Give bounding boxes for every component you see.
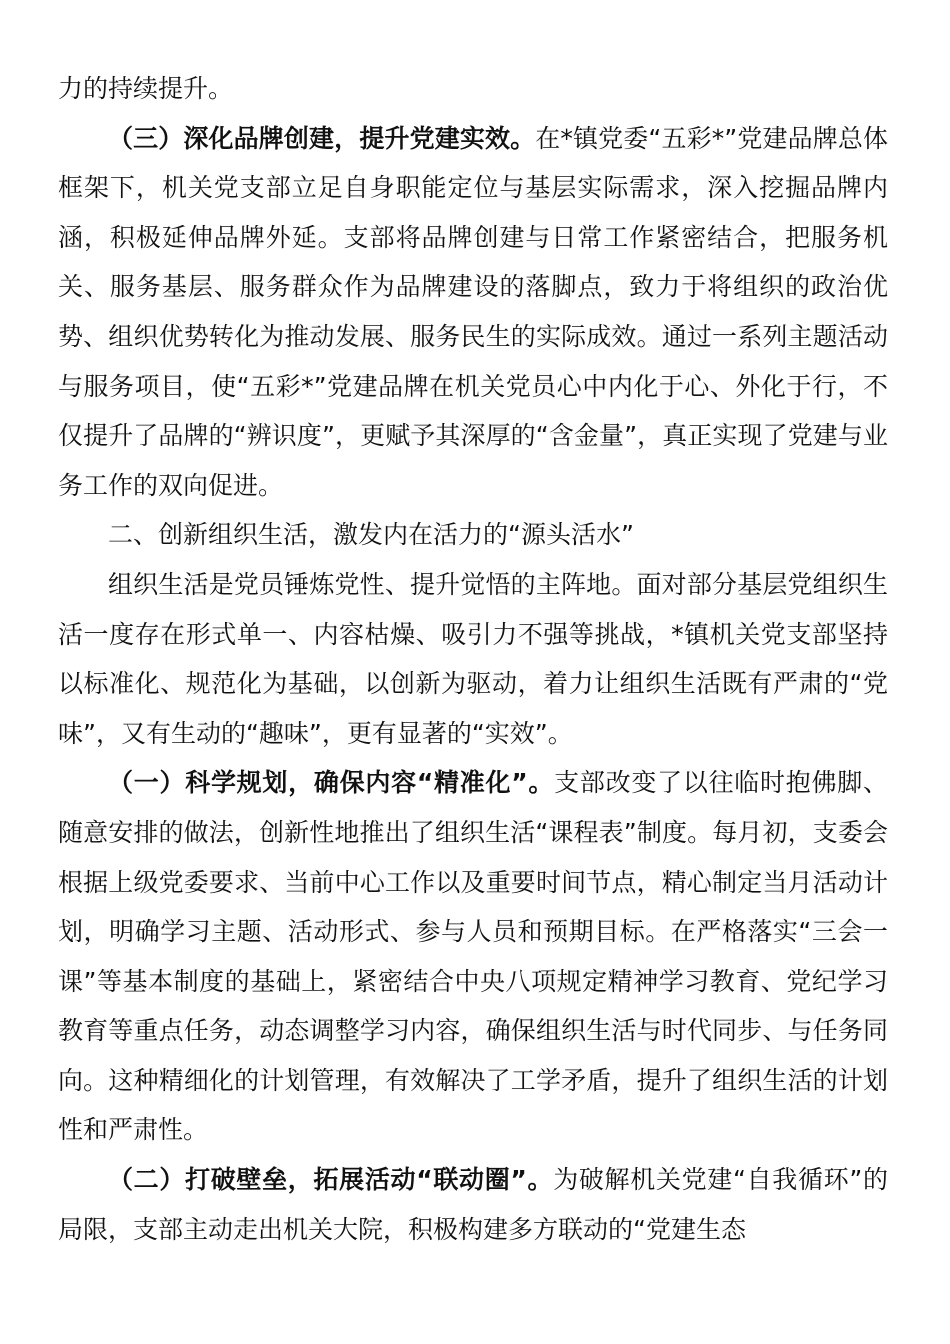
paragraph-5-heading: （一）科学规划，确保内容“精准化”。	[108, 768, 555, 798]
paragraph-2	[58, 114, 888, 511]
paragraph-2-heading: （三）深化品牌创建，提升党建实效。	[108, 123, 536, 153]
section-heading-2-text: 二、创新组织生活，激发内在活力的“源头活水”	[108, 520, 634, 550]
paragraph-5	[58, 758, 888, 1155]
paragraph-6-text: 为破解机关党建“自我循环”的局限，支部主动走出机关大院，积极构建多方联动的“党建生态	[58, 1165, 888, 1244]
section-heading-2	[58, 510, 888, 560]
paragraph-2-text: 在*镇党委“五彩*”党建品牌总体框架下，机关党支部立足自身职能定位与基层实际需求，深入挖掘品牌内涵，积极延伸品牌外延。支部将品牌创建与日常工作紧密结合，把服务机关、服务基层、服务群众作为品牌建设的落脚点，致力于将组织的政治优势、组织优势转化为推动发展、服务民生的实际成效。通过一系列主题活动与服务项目，使“五彩*”党建品牌在机关党员心中内化于心、外化于行，不仅提升了品牌的“辨识度”，更赋予其深厚的“含金量”，真正实现了党建与业务工作的双向促进。	[58, 123, 888, 500]
paragraph-1-text: 力的持续提升。	[58, 74, 234, 103]
paragraph-4	[58, 560, 888, 758]
paragraph-1	[58, 64, 888, 114]
paragraph-4-text: 组织生活是党员锤炼党性、提升觉悟的主阵地。面对部分基层党组织生活一度存在形式单一、内容枯燥、吸引力不强等挑战，*镇机关党支部坚持以标准化、规范化为基础，以创新为驱动，着力让组织生活既有严肃的“党味”，又有生动的“趣味”，更有显著的“实效”。	[58, 569, 888, 748]
paragraph-6	[58, 1155, 888, 1254]
paragraph-6-heading: （二）打破壁垒，拓展活动“联动圈”。	[108, 1165, 554, 1195]
paragraph-5-text: 支部改变了以往临时抱佛脚、随意安排的做法，创新性地推出了组织生活“课程表”制度。每月初，支委会根据上级党委要求、当前中心工作以及重要时间节点，精心制定当月活动计划，明确学习主题、活动形式、参与人员和预期目标。在严格落实“三会一课”等基本制度的基础上，紧密结合中央八项规定精神学习教育、党纪学习教育等重点任务，动态调整学习内容，确保组织生活与时代同步、与任务同向。这种精细化的计划管理，有效解决了工学矛盾，提升了组织生活的计划性和严肃性。	[58, 768, 888, 1145]
